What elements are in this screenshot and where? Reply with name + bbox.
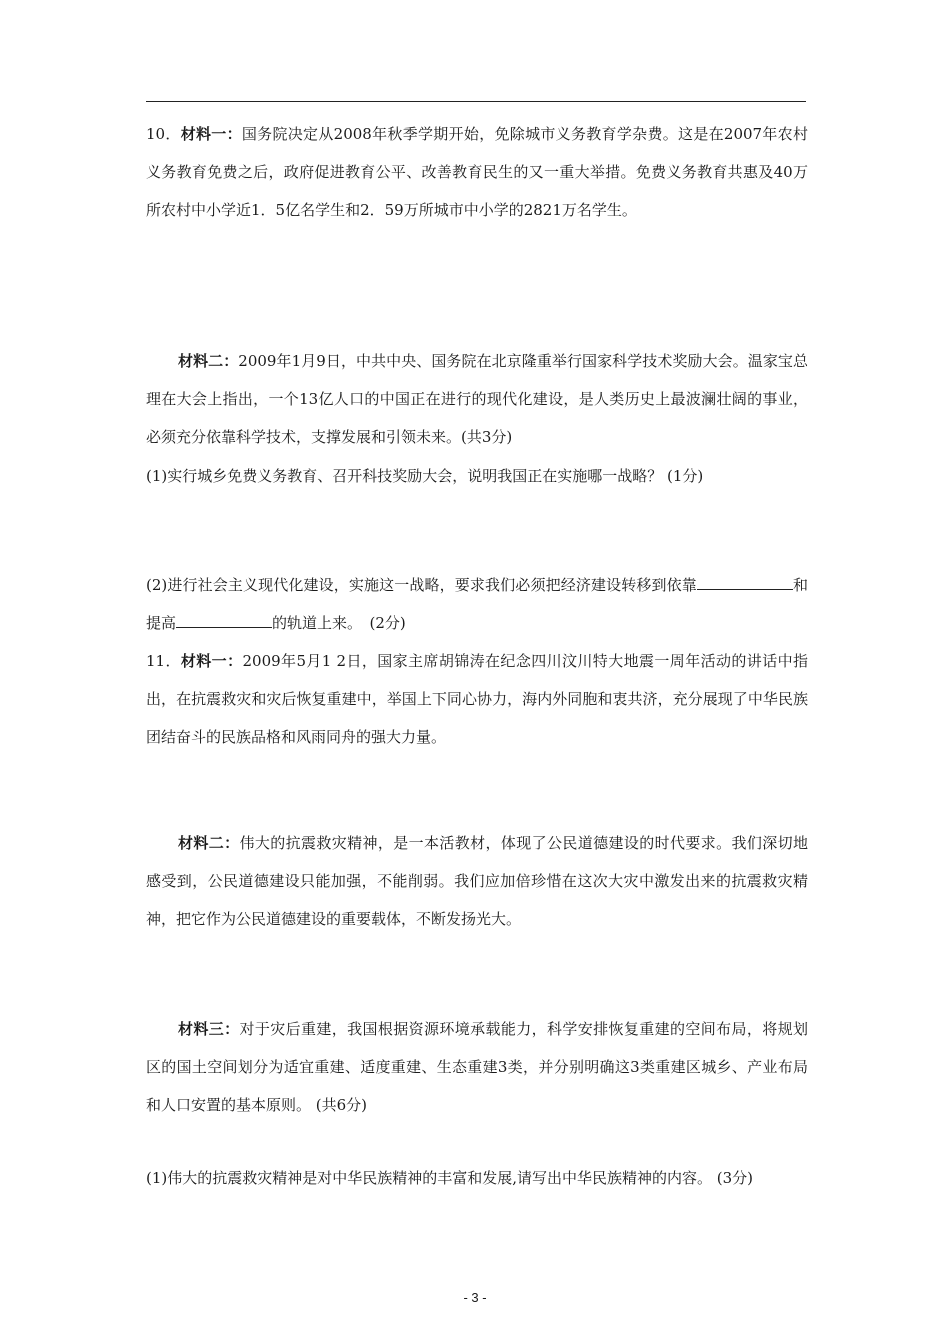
answer-blank-2[interactable] [176,611,272,628]
q11-material-3 [146,1010,808,1124]
q11-material-1-label: 材料一： [180,652,243,670]
q10-number: 10． [146,125,181,143]
q10-question-1: (1)实行城乡免费义务教育、召开科技奖励大会，说明我国正在实施哪一战略？ (1分) [146,467,704,485]
q10-material-2-label: 材料二： [178,352,239,370]
q10-question-2 [146,566,808,642]
q11-number: 11． [146,652,181,670]
q11-material-3-text: 对于灾后重建，我国根据资源环境承载能力，科学安排恢复重建的空间布局，将规划区的国土空间划分为适宜重建、适度重建、生态重建3类，并分别明确这3类重建区城乡、产业布局和人口安置的基本原则。 (共6分) [146,1020,808,1114]
q10-material-2-text: 2009年1月9日，中共中央、国务院在北京隆重举行国家科学技术奖励大会。温家宝总理在大会上指出，一个13亿人口的中国正在进行的现代化建设，是人类历史上最波澜壮阔的事业，必须充分依靠科学技术，支撑发展和引领未来。(共3分) [146,352,808,446]
q11-material-3-label: 材料三： [178,1020,240,1038]
header-rule [146,101,806,102]
q10-question-2-text-c: 的轨道上来。 (2分) [272,614,406,632]
q10-material-1-text: 国务院决定从2008年秋季学期开始，免除城市义务教育学杂费。这是在2007年农村义务教育免费之后，政府促进教育公平、改善教育民生的又一重大举措。免费义务教育共惠及40万所农村中小学近1．5亿名学生和2．59万所城市中小学的2821万名学生。 [146,125,808,219]
q11-material-2-text: 伟大的抗震救灾精神，是一本活教材，体现了公民道德建设的时代要求。我们深切地感受到，公民道德建设只能加强，不能削弱。我们应加倍珍惜在这次大灾中激发出来的抗震救灾精神，把它作为公民道德建设的重要载体，不断发扬光大。 [146,834,808,928]
q11-question-1: (1)伟大的抗震救灾精神是对中华民族精神的丰富和发展,请写出中华民族精神的内容。 (3分) [146,1169,754,1187]
q10-material-1 [146,115,808,229]
q10-question-2-text-b: 和提高 [146,576,808,632]
q11-material-2 [146,824,808,938]
q10-material-1-label: 材料一： [180,125,242,143]
q11-material-2-label: 材料二： [178,834,240,852]
q10-material-2 [146,342,808,456]
q10-question-2-text-a: (2)进行社会主义现代化建设，实施这一战略，要求我们必须把经济建设转移到依靠 [146,576,697,594]
answer-blank-1[interactable] [697,573,793,590]
page-number: - 3 - [463,1290,487,1305]
q11-material-1 [146,642,808,756]
q11-material-1-text: 2009年5月1 2日，国家主席胡锦涛在纪念四川汶川特大地震一周年活动的讲话中指出，在抗震救灾和灾后恢复重建中，举国上下同心协力，海内外同胞和衷共济，充分展现了中华民族团结奋斗的民族品格和风雨同舟的强大力量。 [146,652,808,746]
